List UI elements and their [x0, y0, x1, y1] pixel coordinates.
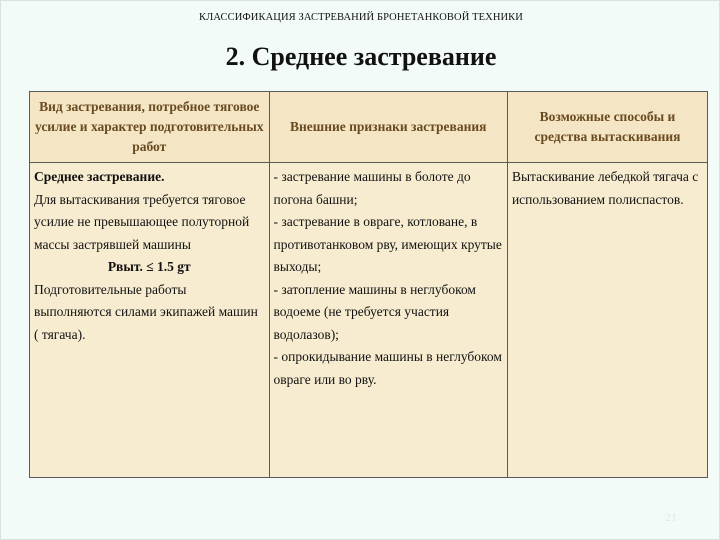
table-row	[30, 163, 708, 478]
pull-force-formula: Рвыт. ≤ 1.5 gт	[107, 259, 191, 274]
cell-type	[30, 163, 275, 478]
list-item: - затопление машины в неглубоком водоеме (не требуется участия водолазов);	[273, 281, 476, 342]
jam-type-text: Для вытаскивания требуется тяговое усилие не превышающее полуторной массы застрявшей машины	[34, 191, 250, 252]
cell-methods	[507, 163, 707, 478]
header-cell-methods: Возможные способы и средства вытаскивания	[507, 92, 707, 163]
table-header-row	[30, 92, 708, 163]
slide-header: КЛАССИФИКАЦИЯ ЗАСТРЕВАНИЙ БРОНЕТАНКОВОЙ ТЕХНИКИ	[199, 12, 523, 23]
cell-signs	[269, 163, 507, 478]
header-cell-type: Вид застревания, потребное тяговое усилие и характер подготовительных работ	[30, 92, 270, 163]
method-text: Вытаскивание лебедкой тягача с использованием полиспастов.	[511, 169, 699, 207]
page-title: 2. Среднее застревание	[225, 42, 497, 71]
list-item: - опрокидывание машины в неглубоком овраге или во рву.	[273, 349, 502, 387]
classification-table	[29, 91, 708, 478]
page-number: 21	[665, 510, 677, 524]
jam-type-heading: Среднее застревание.	[34, 169, 165, 184]
header-cell-signs: Внешние признаки застревания	[269, 92, 507, 163]
list-item: - застревание машины в болоте до погона башни;	[273, 169, 471, 207]
preparation-text: Подготовительные работы выполняются силами экипажей машин ( тягача).	[34, 281, 275, 342]
list-item: - застревание в овраге, котловане, в противотанковом рву, имеющих крутые выходы;	[273, 214, 502, 274]
